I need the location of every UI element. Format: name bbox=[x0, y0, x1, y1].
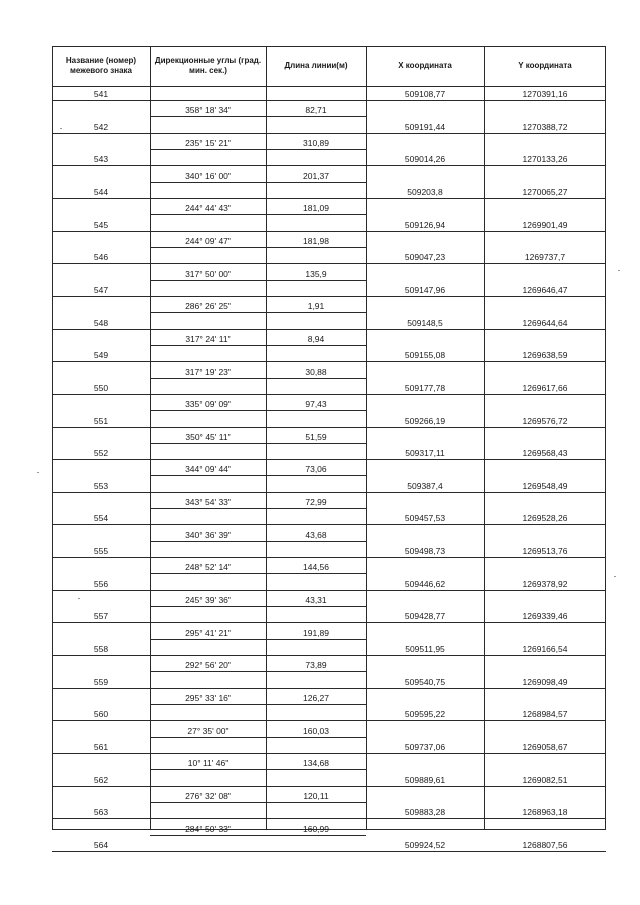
y-coordinate: 1270391,16 bbox=[522, 89, 568, 99]
direction-angle: 286° 26' 25" bbox=[185, 301, 231, 312]
line-length: 43,68 bbox=[305, 529, 327, 540]
point-row-rule bbox=[52, 524, 606, 525]
direction-angle: 317° 24' 11" bbox=[185, 333, 231, 344]
y-coordinate: 1269082,51 bbox=[522, 774, 568, 785]
segment-row-rule bbox=[150, 149, 366, 150]
direction-angle: 335° 09' 09" bbox=[185, 399, 231, 410]
x-coordinate: 509203,8 bbox=[407, 186, 443, 197]
line-length: 191,89 bbox=[303, 627, 329, 638]
x-coordinate: 509014,26 bbox=[404, 154, 446, 165]
mark-name: 549 bbox=[93, 350, 109, 361]
segment-row-rule bbox=[150, 214, 366, 215]
y-coordinate: 1269528,26 bbox=[522, 513, 568, 524]
x-coordinate: 509595,22 bbox=[404, 709, 446, 720]
y-coordinate: 1268984,57 bbox=[522, 709, 568, 720]
x-coordinate: 509148,5 bbox=[407, 317, 443, 328]
line-length: 8,94 bbox=[307, 333, 325, 344]
header-mark-name: Название (номер) межевого знака bbox=[65, 56, 137, 75]
line-length: 181,09 bbox=[303, 203, 329, 214]
x-coordinate: 509155,08 bbox=[404, 350, 446, 361]
direction-angle: 340° 16' 00" bbox=[185, 170, 231, 181]
mark-name: 542 bbox=[93, 121, 109, 132]
line-length: 73,89 bbox=[305, 660, 327, 671]
line-length: 310,89 bbox=[303, 137, 329, 148]
direction-angle: 284° 50' 33" bbox=[185, 823, 231, 834]
y-coordinate: 1269058,67 bbox=[522, 742, 568, 752]
point-row-rule bbox=[52, 492, 606, 493]
header-line-length: Длина линии(м) bbox=[284, 61, 348, 70]
y-coordinate: 1270388,72 bbox=[522, 121, 568, 132]
direction-angle: 317° 19' 23" bbox=[185, 366, 231, 377]
y-coordinate: 1269378,92 bbox=[522, 578, 568, 589]
point-row-rule bbox=[52, 427, 606, 428]
line-length: 1,91 bbox=[307, 301, 325, 312]
y-coordinate: 1269646,47 bbox=[522, 284, 568, 295]
line-length: 72,99 bbox=[305, 497, 327, 508]
x-coordinate: 509883,28 bbox=[404, 807, 446, 818]
scan-speck bbox=[614, 576, 616, 577]
line-length: 144,56 bbox=[303, 562, 329, 573]
point-row-rule bbox=[52, 133, 606, 134]
direction-angle: 317° 50' 00" bbox=[185, 268, 231, 279]
y-coordinate: 1269548,49 bbox=[522, 480, 568, 491]
segment-row-rule bbox=[150, 508, 366, 509]
line-length: 73,06 bbox=[305, 464, 327, 475]
mark-name: 548 bbox=[93, 317, 109, 328]
mark-name: 554 bbox=[93, 513, 109, 524]
point-row-rule bbox=[52, 557, 606, 558]
mark-name: 544 bbox=[93, 186, 109, 197]
point-row-rule bbox=[52, 851, 606, 852]
y-coordinate: 1269513,76 bbox=[522, 546, 568, 557]
segment-row-rule bbox=[150, 769, 366, 770]
point-row-rule bbox=[52, 590, 606, 591]
mark-name: 563 bbox=[93, 807, 109, 818]
segment-row-rule bbox=[150, 541, 366, 542]
direction-angle: 248° 52' 14" bbox=[185, 562, 231, 573]
x-coordinate: 509428,77 bbox=[404, 611, 446, 622]
header-direction-angle: Дирекционные углы (град. мин. сек.) bbox=[154, 56, 262, 75]
line-length: 201,37 bbox=[303, 170, 329, 181]
y-coordinate: 1269339,46 bbox=[522, 611, 568, 622]
x-coordinate: 509889,61 bbox=[404, 774, 446, 785]
segment-row-rule bbox=[150, 410, 366, 411]
direction-angle: 244° 44' 43" bbox=[185, 203, 231, 214]
mark-name: 541 bbox=[93, 89, 109, 99]
mark-name: 556 bbox=[93, 578, 109, 589]
scan-speck bbox=[618, 270, 620, 271]
point-row-rule bbox=[52, 198, 606, 199]
direction-angle: 295° 41' 21" bbox=[185, 627, 231, 638]
mark-name: 543 bbox=[93, 154, 109, 165]
segment-row-rule bbox=[150, 737, 366, 738]
mark-name: 560 bbox=[93, 709, 109, 720]
scan-speck bbox=[60, 128, 62, 129]
segment-row-rule bbox=[150, 704, 366, 705]
x-coordinate: 509924,52 bbox=[404, 839, 446, 850]
line-length: 134,68 bbox=[303, 758, 329, 769]
mark-name: 564 bbox=[93, 839, 109, 850]
header-bottom-border bbox=[52, 86, 606, 87]
direction-angle: 245° 39' 36" bbox=[185, 595, 231, 606]
mark-name: 555 bbox=[93, 546, 109, 557]
mark-name: 552 bbox=[93, 448, 109, 459]
segment-row-rule bbox=[150, 345, 366, 346]
line-length: 43,31 bbox=[305, 595, 327, 606]
line-length: 160,99 bbox=[303, 823, 329, 834]
direction-angle: 10° 11' 46" bbox=[187, 758, 229, 769]
line-length: 51,59 bbox=[305, 431, 327, 442]
x-coordinate: 509737,06 bbox=[404, 742, 446, 752]
y-coordinate: 1269098,49 bbox=[522, 676, 568, 687]
segment-row-rule bbox=[150, 671, 366, 672]
y-coordinate: 1269737,7 bbox=[524, 252, 566, 263]
direction-angle: 295° 33' 16" bbox=[185, 693, 231, 704]
point-row-rule bbox=[52, 818, 606, 819]
segment-row-rule bbox=[150, 573, 366, 574]
mark-name: 558 bbox=[93, 644, 109, 655]
y-coordinate: 1269617,66 bbox=[522, 382, 568, 393]
segment-row-rule bbox=[150, 378, 366, 379]
mark-name: 553 bbox=[93, 480, 109, 491]
mark-name: 557 bbox=[93, 611, 109, 622]
segment-row-rule bbox=[150, 802, 366, 803]
direction-angle: 27° 35' 00" bbox=[187, 725, 229, 736]
segment-row-rule bbox=[150, 639, 366, 640]
point-row-rule bbox=[52, 329, 606, 330]
y-coordinate: 1269568,43 bbox=[522, 448, 568, 459]
x-coordinate: 509317,11 bbox=[405, 448, 445, 459]
x-coordinate: 509047,23 bbox=[404, 252, 446, 263]
segment-row-rule bbox=[150, 606, 366, 607]
header-y-coordinate: Y координата bbox=[518, 61, 572, 70]
scan-speck bbox=[78, 598, 80, 599]
mark-name: 561 bbox=[93, 742, 109, 752]
point-row-rule bbox=[52, 100, 606, 101]
line-length: 135,9 bbox=[305, 268, 327, 279]
y-coordinate: 1268963,18 bbox=[522, 807, 568, 818]
header-x-coordinate: X координата bbox=[398, 61, 452, 70]
y-coordinate: 1269644,64 bbox=[522, 317, 568, 328]
y-coordinate: 1270133,26 bbox=[522, 154, 568, 165]
table-top-border bbox=[52, 46, 606, 47]
mark-name: 547 bbox=[93, 284, 109, 295]
y-coordinate: 1269166,54 bbox=[522, 644, 568, 655]
y-coordinate: 1269638,59 bbox=[522, 350, 568, 361]
point-row-rule bbox=[52, 786, 606, 787]
segment-row-rule bbox=[150, 280, 366, 281]
point-row-rule bbox=[52, 231, 606, 232]
line-length: 160,03 bbox=[303, 725, 329, 736]
line-length: 126,27 bbox=[303, 693, 329, 704]
point-row-rule bbox=[52, 753, 606, 754]
x-coordinate: 509498,73 bbox=[404, 546, 446, 557]
x-coordinate: 509511,95 bbox=[405, 644, 445, 655]
segment-row-rule bbox=[150, 247, 366, 248]
x-coordinate: 509108,77 bbox=[404, 89, 446, 99]
mark-name: 559 bbox=[93, 676, 109, 687]
line-length: 120,11 bbox=[303, 790, 329, 801]
x-coordinate: 509457,53 bbox=[404, 513, 446, 524]
direction-angle: 244° 09' 47" bbox=[185, 235, 231, 246]
point-row-rule bbox=[52, 394, 606, 395]
x-coordinate: 509266,19 bbox=[404, 415, 446, 426]
point-row-rule bbox=[52, 361, 606, 362]
x-coordinate: 509191,44 bbox=[404, 121, 446, 132]
x-coordinate: 509126,94 bbox=[404, 219, 446, 230]
line-length: 82,71 bbox=[305, 105, 327, 116]
mark-name: 551 bbox=[93, 415, 109, 426]
point-row-rule bbox=[52, 622, 606, 623]
scan-speck bbox=[37, 472, 39, 473]
line-length: 30,88 bbox=[305, 366, 327, 377]
y-coordinate: 1269901,49 bbox=[522, 219, 568, 230]
mark-name: 550 bbox=[93, 382, 109, 393]
line-length: 181,98 bbox=[303, 235, 329, 246]
point-row-rule bbox=[52, 459, 606, 460]
direction-angle: 276° 32' 08" bbox=[185, 790, 231, 801]
mark-name: 545 bbox=[93, 219, 109, 230]
direction-angle: 340° 36' 39" bbox=[185, 529, 231, 540]
segment-row-rule bbox=[150, 475, 366, 476]
direction-angle: 292° 56' 20" bbox=[185, 660, 231, 671]
point-row-rule bbox=[52, 263, 606, 264]
point-row-rule bbox=[52, 688, 606, 689]
direction-angle: 358° 18' 34" bbox=[185, 105, 231, 116]
y-coordinate: 1269576,72 bbox=[522, 415, 568, 426]
coordinates-table bbox=[52, 46, 606, 850]
x-coordinate: 509540,75 bbox=[404, 676, 446, 687]
point-row-rule bbox=[52, 655, 606, 656]
point-row-rule bbox=[52, 720, 606, 721]
x-coordinate: 509147,96 bbox=[404, 284, 446, 295]
line-length: 97,43 bbox=[305, 399, 327, 410]
segment-row-rule bbox=[150, 182, 366, 183]
x-coordinate: 509446,62 bbox=[404, 578, 446, 589]
y-coordinate: 1268807,56 bbox=[522, 839, 568, 850]
x-coordinate: 509177,78 bbox=[404, 382, 446, 393]
mark-name: 546 bbox=[93, 252, 109, 263]
y-coordinate: 1270065,27 bbox=[522, 186, 568, 197]
direction-angle: 343° 54' 33" bbox=[185, 497, 231, 508]
x-coordinate: 509387,4 bbox=[407, 480, 443, 491]
point-row-rule bbox=[52, 165, 606, 166]
segment-row-rule bbox=[150, 835, 366, 836]
direction-angle: 235° 15' 21" bbox=[185, 137, 231, 148]
segment-row-rule bbox=[150, 443, 366, 444]
mark-name: 562 bbox=[93, 774, 109, 785]
point-row-rule bbox=[52, 296, 606, 297]
segment-row-rule bbox=[150, 312, 366, 313]
direction-angle: 344° 09' 44" bbox=[185, 464, 231, 475]
segment-row-rule bbox=[150, 116, 366, 117]
direction-angle: 350° 45' 11" bbox=[185, 431, 231, 442]
